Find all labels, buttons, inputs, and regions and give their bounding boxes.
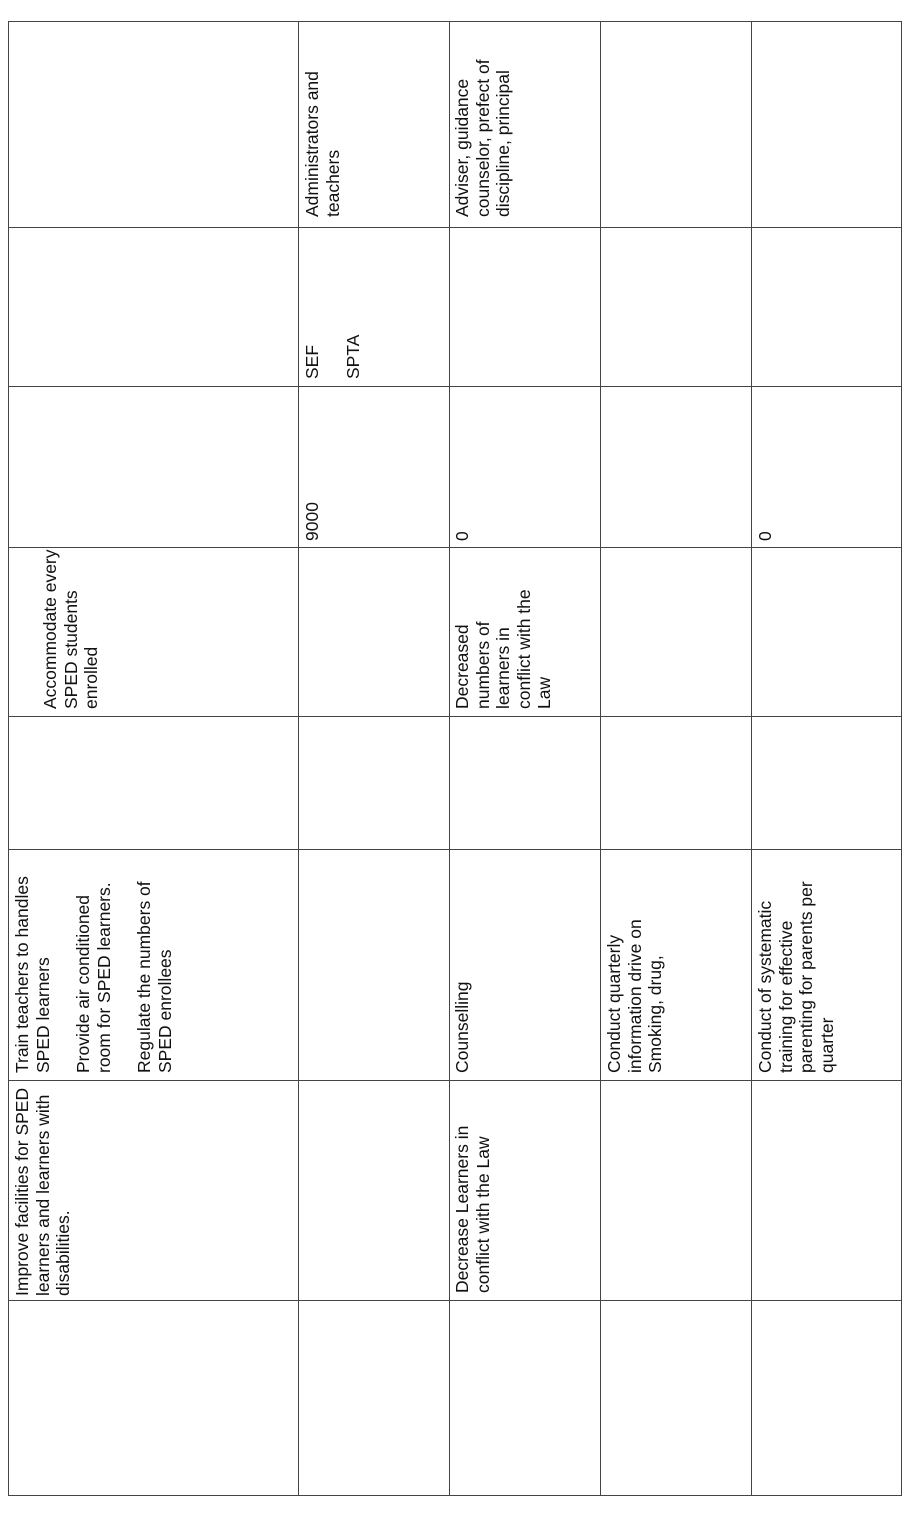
- grid-line: [8, 1300, 902, 1301]
- grid-line: [8, 1495, 902, 1496]
- cell-source: [298, 227, 449, 386]
- budget-text: 0: [452, 531, 472, 541]
- cell-budget: [449, 386, 600, 547]
- goal-text: Decrease Learners in conflict with the Law: [452, 1125, 493, 1293]
- cell-activities: [751, 849, 901, 1080]
- budget-text: 0: [755, 531, 775, 541]
- output-text: Accommodate every SPED students enrolled: [40, 549, 101, 709]
- cell-person: [298, 21, 449, 227]
- cell-person: [449, 21, 600, 227]
- cell-activities: [8, 849, 298, 1080]
- cell-goal: [449, 1080, 600, 1300]
- cell-activities: [600, 849, 751, 1080]
- grid-line: [901, 21, 902, 1496]
- grid-line: [600, 21, 601, 1496]
- activity-text: Train teachers to handles SPED learners: [12, 876, 53, 1073]
- grid-line: [751, 21, 752, 1496]
- source-text: SEF: [302, 344, 322, 379]
- output-text: Decreased numbers of learners in conflict with the Law: [452, 589, 554, 709]
- cell-budget: [298, 386, 449, 547]
- cell-goal: [8, 1080, 298, 1300]
- activity-text: Conduct of systematic training for effective parenting for parents per quarter: [755, 881, 837, 1073]
- cell-budget: [751, 386, 901, 547]
- activity-text: Conduct quarterly information drive on Smoking, drug,: [604, 919, 665, 1073]
- grid-line: [8, 716, 902, 717]
- cell-activities: [449, 849, 600, 1080]
- goal-text: Improve facilities for SPED learners and learners with disabilities.: [12, 1087, 73, 1296]
- cell-output: [8, 547, 298, 716]
- person-text: Administrators and teachers: [302, 71, 343, 217]
- source-text: SPTA: [342, 334, 363, 379]
- activity-text: Provide air conditioned room for SPED learners.: [73, 882, 114, 1073]
- activity-text: Counselling: [452, 981, 472, 1073]
- person-text: Adviser, guidance counselor, prefect of discipline, principal: [452, 59, 513, 217]
- activity-text: Regulate the numbers of SPED enrollees: [134, 881, 175, 1073]
- cell-output: [449, 547, 600, 716]
- budget-text: 9000: [302, 502, 322, 541]
- grid-line: [8, 227, 902, 228]
